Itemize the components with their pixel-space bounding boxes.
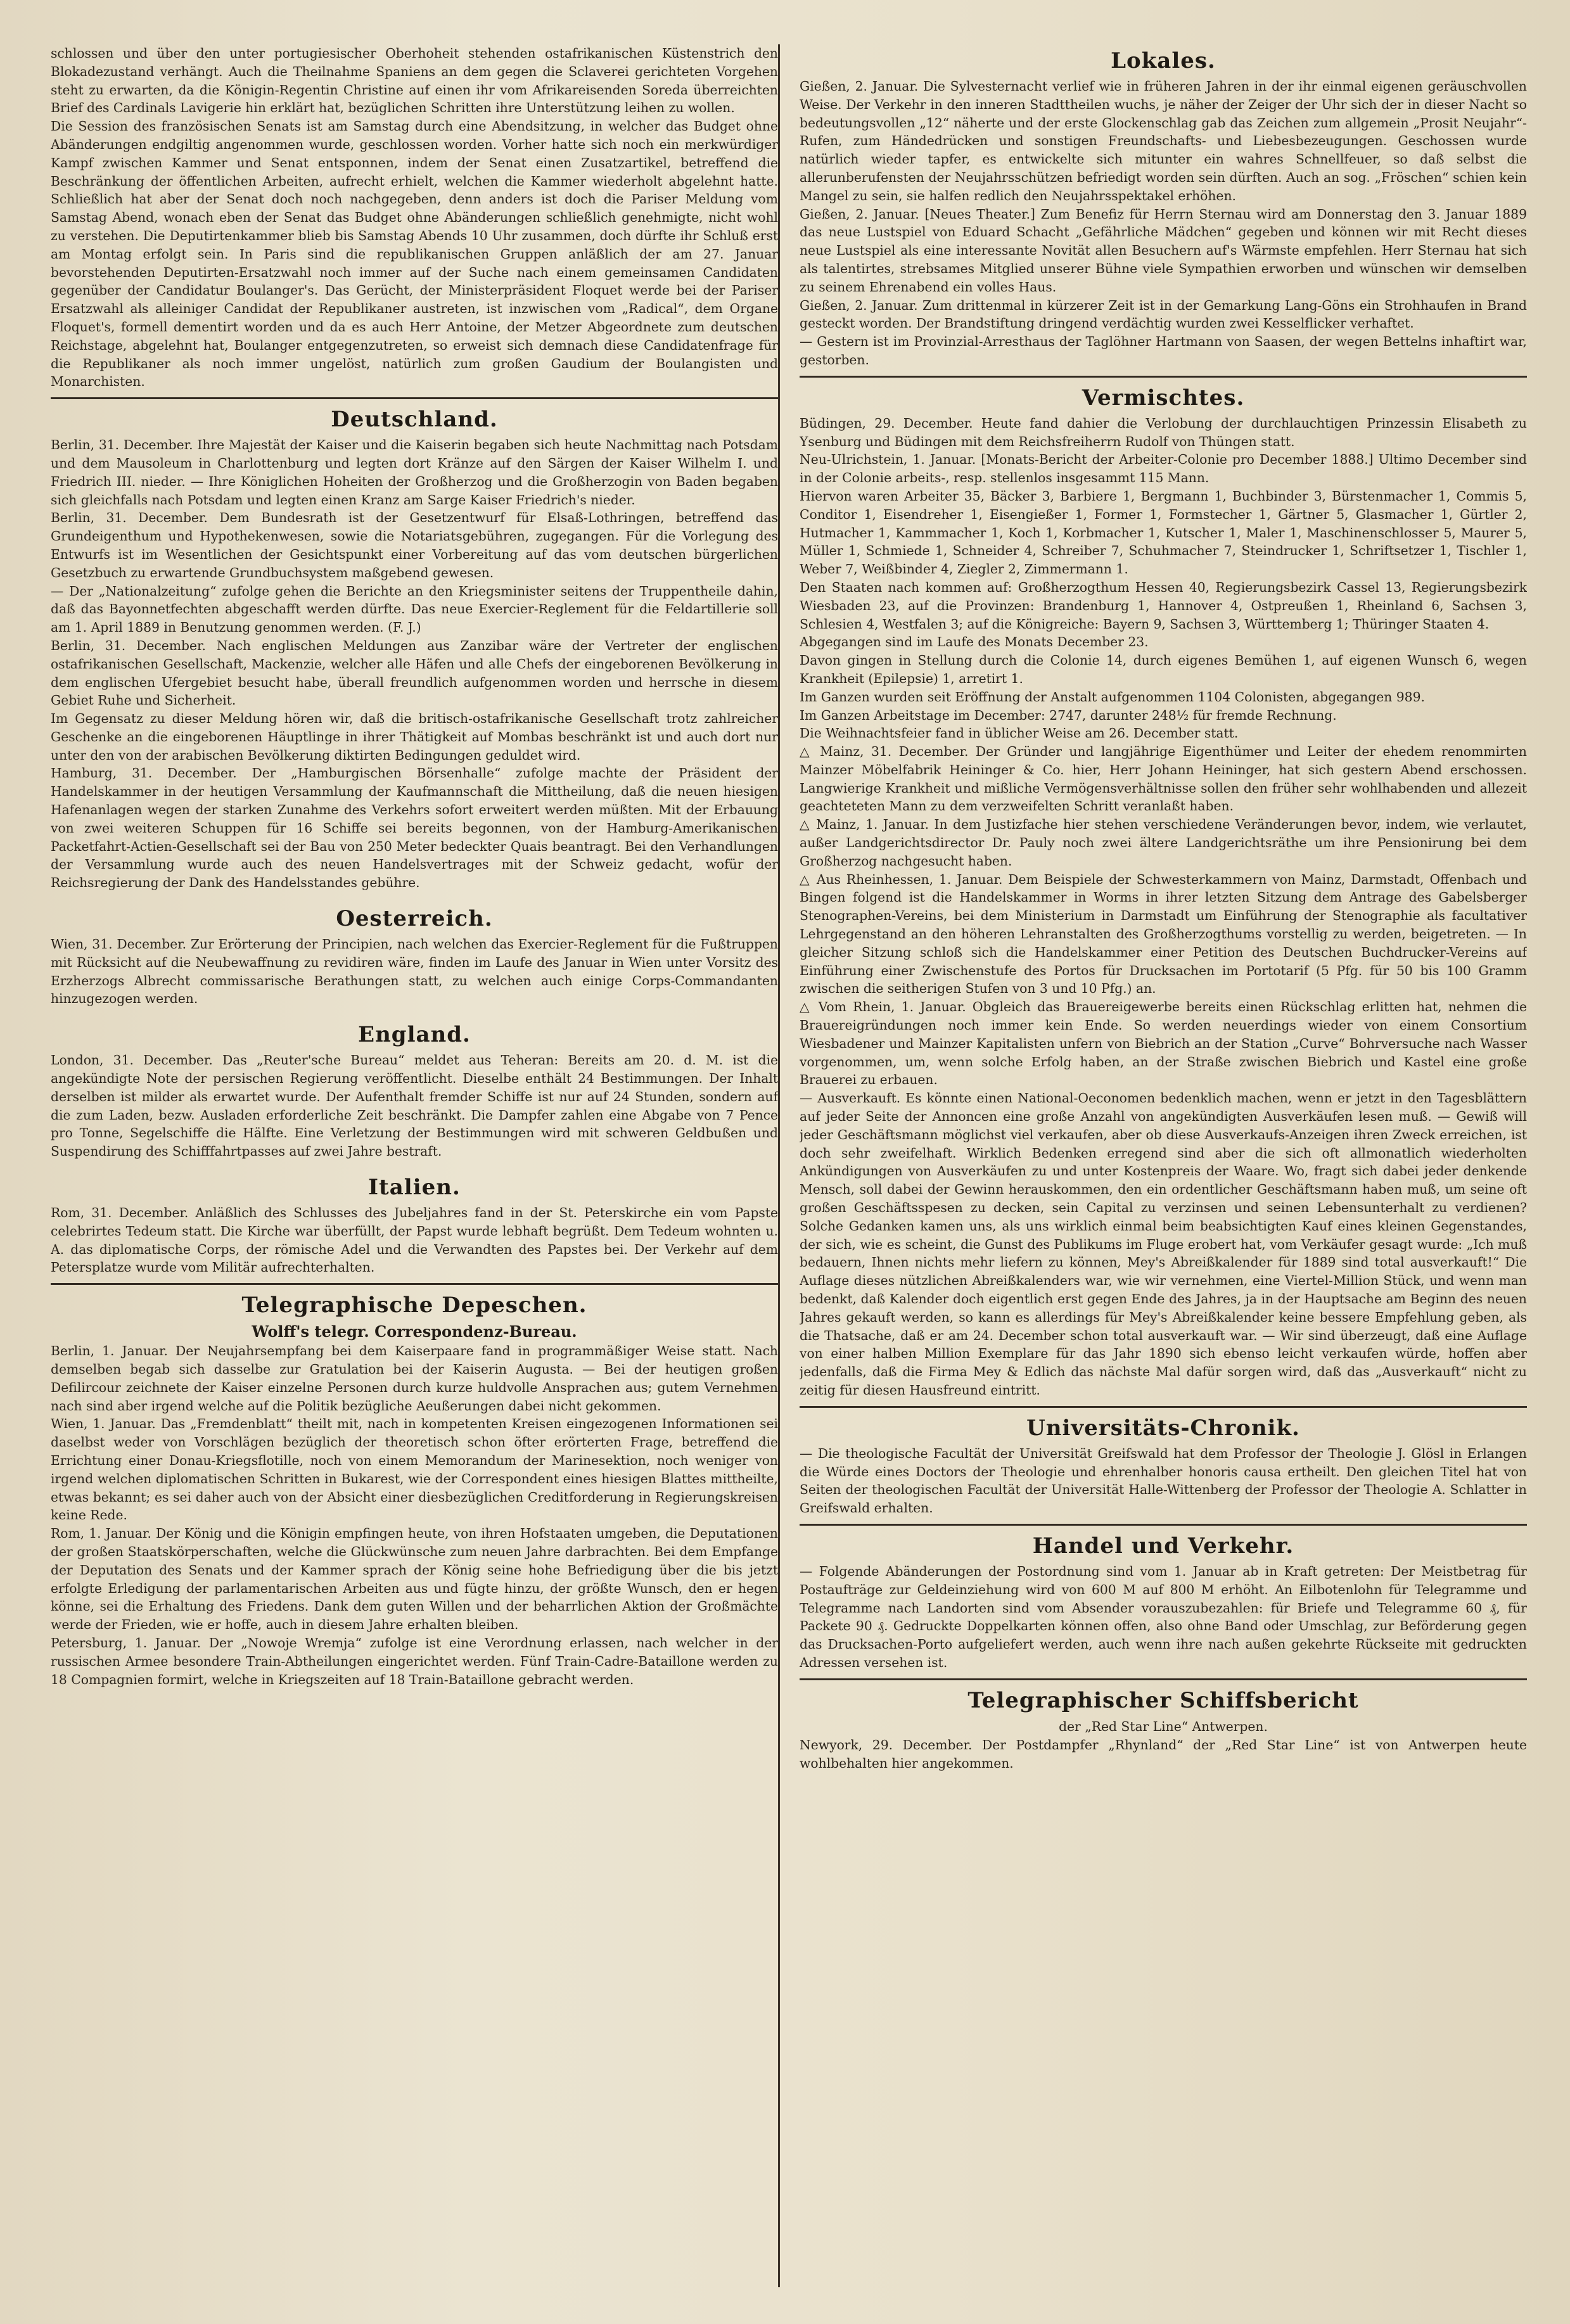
section-heading: Lokales.	[1111, 48, 1216, 73]
section-vermischtes	[800, 376, 1527, 1400]
article-paragraph: Berlin, 31. December. Dem Bundesrath ist der Gesetzentwurf für Elsaß-Lothringen, betreffend das Grundeigenthum und Hypothekenwesen, sowie die Notariatsgebühren, zugegangen. Für die Vorlegung des Entwurfs ist im Wesentlichen der Gesichtspunkt einer Vorbereitung auf das vom deutschen bürgerlichen Gesetzbuch zu erwartende Grundbuchsystem maßgebend gewesen.	[51, 510, 778, 580]
article-paragraph: Abgegangen sind im Laufe des Monats December 23.	[800, 634, 1149, 650]
article-paragraph: Hamburg, 31. December. Der „Hamburgischen Börsenhalle“ zufolge machte der Präsident der Handelskammer in der heutigen Versammlung der Kaufmannschaft die Mittheilung, daß die neuen hiesigen Hafenanlagen wegen der starken Zunahme des Verkehrs sofort erweitert werden müßten. Mit der Erbauung von zwei weiteren Schuppen für 16 Schiffe sei bereits begonnen, von der Hamburg-Amerikanischen Packetfahrt-Actien-Gesellschaft sei der Bau von 250 Meter bedeckter Quais beantragt. Bei den Verhandlungen der Versammlung wurde auch des neuen Handelsvertrages mit der Schweiz gedacht, wofür der Reichsregierung der Dank des Handelsstandes gebühre.	[51, 765, 778, 891]
article-paragraph: — Ausverkauft. Es könnte einen National-Oeconomen bedenklich machen, wenn er jetzt in den Tagesblättern auf jeder Seite der Annoncen eine große Anzahl von angekündigten Ausverkäufen lesen muß. — Gewiß will jeder Geschäftsmann möglichst viel verkaufen, aber ob diese Ausverkaufs-Anzeigen ihren Zweck erreichen, ist doch sehr zweifelhaft. Wirklich Bedenken erregend sind aber die sich oft allmonatlich wiederholten Ankündigungen von Ausverkäufen zu und unter Kostenpreis der Waare. Wo, fragt sich dabei jeder denkende Mensch, soll dabei der Gewinn herauskommen, den ein ordentlicher Geschäftsmann haben muß, um seine oft großen Geschäftsspesen zu decken, sein Capital zu verzinsen und seinen Lebensunterhalt zu verdienen? Solche Gedanken kamen uns, als uns wirklich einmal beim beabsichtigten Kauf eines kleinen Gegenstandes, der sich, wie es scheint, die Gunst des Publikums im Fluge erobert hat, vom Verkäufer gesagt wurde: „Ich muß bedauern, Ihnen nichts mehr liefern zu können, Mey's Abreißkalender für 1889 sind total ausverkauft!“ Die Auflage dieses nützlichen Abreißkalenders war, wie wir vernehmen, eine Viertel-Million Stück, und wenn man bedenkt, daß Kalender doch eigentlich erst gegen Ende des Jahres, ja in der Hauptsache am Beginn des neuen Jahres gekauft werden, so kann es allerdings für Mey's Abreißkalender keine bessere Empfehlung geben, als die Thatsache, daß er am 24. December schon total ausverkauft war. — Wir sind überzeugt, daß eine Auflage von einer halben Million Exemplare für das Jahr 1890 sich ebenso leicht verkaufen würde, hoffen aber jedenfalls, daß die Firma Mey & Edlich das nächste Mal dafür sorgen wird, daß das „Ausverkauft“ nicht zu zeitig für diesen Hausfreund eintritt.	[800, 1090, 1527, 1398]
article-paragraph: — Folgende Abänderungen der Postordnung sind vom 1. Januar ab in Kraft getreten: Der Meistbetrag für Postaufträge zur Geldeinziehung wird von 600 M auf 800 M erhöht. An Eilbotenlohn für Telegramme und Telegramme nach Landorten sind vom Absender vorauszubezahlen: für Briefe und Telegramme 60 ₰, für Packete 90 ₰. Gedruckte Doppelkarten können offen, also ohne Band oder Umschlag, zur Beförderung gegen das Drucksachen-Porto aufgeliefert werden, auch wenn ihre nach außen gekehrte Rückseite mit gedruckten Adressen versehen ist.	[800, 1563, 1527, 1670]
article-paragraph: Büdingen, 29. December. Heute fand dahier die Verlobung der durchlauchtigen Prinzessin Elisabeth zu Ysenburg und Büdingen mit dem Reichsfreiherrn Rudolf von Thüngen statt.	[800, 415, 1527, 449]
section-universitaets-chronik	[800, 1406, 1527, 1517]
article-paragraph: Petersburg, 1. Januar. Der „Nowoje Wremja“ zufolge ist eine Verordnung erlassen, nach welcher in der russischen Armee besondere Train-Abtheilungen eingerichtet werden. Fünf Train-Cadre-Bataillone werden zu 18 Compagnien formirt, welche in Kriegszeiten auf 18 Train-Bataillone gebracht werden.	[51, 1635, 778, 1687]
section-heading: Vermischtes.	[1082, 385, 1245, 411]
section-heading: Universitäts-Chronik.	[1026, 1415, 1300, 1441]
article-paragraph: Newyork, 29. December. Der Postdampfer „Rhynland“ der „Red Star Line“ ist von Antwerpen heute wohlbehalten hier angekommen.	[800, 1737, 1527, 1771]
section-subheading: der „Red Star Line“ Antwerpen.	[1059, 1718, 1268, 1734]
intro-paragraph: schlossen und über den unter portugiesischer Oberhoheit stehenden ostafrikanischen Küstenstrich den Blokadezustand verhängt. Auch die Theilnahme Spaniens an dem gegen die Sclaverei gerichteten Vorgehen steht zu erwarten, da die Königin-Regentin Christine auf einen ihr vom Afrikareisenden Soreda überreichten Brief des Cardinals Lavigerie hin erklärt hat, bezüglichen Schritten ihre Unterstützung leihen zu wollen.	[51, 46, 778, 116]
section-intro	[51, 44, 778, 391]
left-column	[51, 44, 778, 2300]
section-telegraphische-depeschen	[51, 1283, 778, 1689]
section-schiffsbericht	[800, 1678, 1527, 1773]
article-paragraph: Im Ganzen wurden seit Eröffnung der Anstalt aufgenommen 1104 Colonisten, abgegangen 989.	[800, 689, 1425, 705]
section-oesterreich	[51, 898, 778, 1008]
article-paragraph: △ Vom Rhein, 1. Januar. Obgleich das Brauereigewerbe bereits einen Rückschlag erlitten hat, nehmen die Brauereigründungen noch immer kein Ende. So werden neuerdings wieder von einem Consortium Wiesbadener und Mainzer Kapitalisten unfern von Biebrich an der Station „Curve“ Bohrversuche nach Wasser vorgenommen, um, wenn solche Erfolg haben, an der Straße zwischen Biebrich und Kastel eine große Brauerei zu erbauen.	[800, 999, 1527, 1088]
section-heading: England.	[358, 1022, 471, 1048]
article-paragraph: Davon gingen in Stellung durch die Colonie 14, durch eigenes Bemühen 1, auf eigenen Wunsch 6, wegen Krankheit (Epilepsie) 1, arretirt 1.	[800, 653, 1527, 686]
section-heading: Handel und Verkehr.	[1032, 1533, 1294, 1559]
article-paragraph: Wien, 31. December. Zur Erörterung der Principien, nach welchen das Exercier-Reglement für die Fußtruppen mit Rücksicht auf die Neubewaffnung zu revidiren wäre, finden im Laufe des Januar in Wien unter Vorsitz des Erzherzogs Albrecht commissarische Berathungen statt, zu welchen auch einige Corps-Commandanten hinzugezogen werden.	[51, 936, 778, 1007]
article-paragraph: Wien, 1. Januar. Das „Fremdenblatt“ theilt mit, nach in kompetenten Kreisen eingezogenen Informationen sei daselbst weder von Vorschlägen bezüglich der theoretisch schon öfter erörterten Frage, betreffend die Errichtung einer Donau-Kriegsflotille, noch von einem Memorandum der Marinesektion, noch weniger von irgend welchen diplomatischen Schritten in Bukarest, wie der Correspondent eines hiesigen Blattes mittheilte, etwas bekannt; es sei daher auch von der Absicht einer diesbezüglichen Creditforderung in Regierungskreisen keine Rede.	[51, 1416, 778, 1523]
section-heading: Italien.	[368, 1175, 461, 1201]
article-paragraph: Rom, 1. Januar. Der König und die Königin empfingen heute, von ihren Hofstaaten umgeben, die Deputationen der großen Staatskörperschaften, welche die Glückwünsche zum neuen Jahre darbrachten. Bei dem Empfange der Deputation des Senats und der Kammer sprach der König seine hohe Befriedigung über die bis jetzt erfolgte Erledigung der parlamentarischen Arbeiten aus und fügte hinzu, der größte Wunsch, den er hegen könne, sei die Erhaltung des Friedens. Dank dem guten Willen und der beharrlichen Aktion der Großmächte werde der Frieden, wie er hoffe, auch in diesem Jahre erhalten bleiben.	[51, 1526, 778, 1633]
article-paragraph: Gießen, 2. Januar. [Neues Theater.] Zum Benefiz für Herrn Sternau wird am Donnerstag den 3. Januar 1889 das neue Lustspiel von Eduard Schacht „Gefährliche Mädchen“ gegeben und können wir mit Recht dieses neue Lustspiel als eine interessante Novität allen Besuchern auf's Wärmste empfehlen. Herr Sternau hat sich als talentirtes, strebsames Mitglied unserer Bühne viele Sympathien erworben und wünschen wir demselben zu seinem Ehrenabend ein volles Haus.	[800, 206, 1527, 295]
article-paragraph: Hiervon waren Arbeiter 35, Bäcker 3, Barbiere 1, Bergmann 1, Buchbinder 3, Bürstenmacher 1, Commis 5, Conditor 1, Eisendreher 1, Eisengießer 1, Former 1, Formstecher 1, Gärtner 5, Glasmacher 1, Gürtler 2, Hutmacher 1, Kammmacher 1, Koch 1, Korbmacher 1, Kutscher 1, Maler 1, Maschinenschlosser 5, Maurer 5, Müller 1, Schmiede 1, Schneider 4, Schreiber 7, Schuhmacher 7, Steindrucker 1, Schriftsetzer 1, Tischler 1, Weber 7, Weißbinder 4, Ziegler 2, Zimmermann 1.	[800, 488, 1527, 577]
article-paragraph: Den Staaten nach kommen auf: Großherzogthum Hessen 40, Regierungsbezirk Cassel 13, Regierungsbezirk Wiesbaden 23, auf die Provinzen: Brandenburg 1, Hannover 4, Ostpreußen 1, Rheinland 6, Sachsen 3, Schlesien 4, Westfalen 3; auf die Königreiche: Bayern 9, Sachsen 3, Württemberg 1; Thüringer Staaten 4.	[800, 579, 1527, 632]
section-heading: Telegraphische Depeschen.	[241, 1293, 587, 1318]
article-paragraph: Im Gegensatz zu dieser Meldung hören wir, daß die britisch-ostafrikanische Gesellschaft trotz zahlreicher Geschenke an die eingeborenen Häuptlinge in ihrer Thätigkeit auf Mombas beschränkt ist und auch dort nur unter den von der arabischen Bevölkerung diktirten Bedingungen geduldet wird.	[51, 711, 778, 763]
article-paragraph: — Die theologische Facultät der Universität Greifswald hat dem Professor der Theologie J. Glösl in Erlangen die Würde eines Doctors der Theologie und ehrenhalber honoris causa ertheilt. Den gleichen Titel hat von Seiten der theologischen Facultät der Universität Halle-Wittenberg der Professor der Theologie A. Schlatter in Greifswald erhalten.	[800, 1445, 1527, 1516]
article-paragraph: △ Mainz, 31. December. Der Gründer und langjährige Eigenthümer und Leiter der ehedem renommirten Mainzer Möbelfabrik Heininger & Co. hier, Herr Johann Heininger, hat sich gestern Abend erschossen. Langwierige Krankheit und mißliche Vermögensverhältnisse sollen den früher sehr wohlhabenden und allezeit geachteteten Mann zu dem verzweifelten Schritt veranlaßt haben.	[800, 744, 1527, 814]
article-paragraph: — Gestern ist im Provinzial-Arresthaus der Taglöhner Hartmann von Saasen, der wegen Bettelns inhaftirt war, gestorben.	[800, 334, 1527, 367]
intro-paragraph: Die Session des französischen Senats ist am Samstag durch eine Abendsitzung, in welcher das Budget ohne Abänderungen endgiltig angenommen wurde, geschlossen worden. Vorher hatte sich noch ein merkwürdiger Kampf zwischen Kammer und Senat entsponnen, indem der Senat einen Zusatzartikel, betreffend die Beschränkung der öffentlichen Arbeiten, aufrecht erhielt, welchen die Kammer wiederholt abgelehnt hatte. Schließlich hat aber der Senat doch noch nachgegeben, denn anders ist doch die Pariser Meldung vom Samstag Abend, wonach eben der Senat das Budget ohne Abänderungen schließlich genehmigte, nicht wohl zu verstehen. Die Deputirtenkammer blieb bis Samstag Abends 10 Uhr zusammen, doch dürfte ihr Schluß erst am Montag erfolgt sein. In Paris sind die republikanischen Gruppen anläßlich der am 27. Januar bevorstehenden Deputirten-Ersatzwahl noch immer auf der Suche nach einem gemeinsamen Candidaten gegenüber der Candidatur Boulanger's. Das Gerücht, der Ministerpräsident Floquet werde bei der Pariser Ersatzwahl als alleiniger Candidat der Republikaner austreten, ist inzwischen vom „Radical“, dem Organe Floquet's, formell dementirt worden und da es auch Herr Antoine, der Metzer Abgeordnete zum deutschen Reichstage, abgelehnt hat, Boulanger entgegenzutreten, so erweist sich demnach diese Candidatenfrage für die Republikaner als noch immer ungelöst, natürlich zum großen Gaudium der Boulangisten und Monarchisten.	[51, 118, 778, 390]
section-deutschland	[51, 397, 778, 892]
section-england	[51, 1014, 778, 1161]
article-paragraph: Neu-Ulrichstein, 1. Januar. [Monats-Bericht der Arbeiter-Colonie pro December 1888.] Ultimo December sind in der Colonie arbeits-, resp. stellenlos insgesammt 115 Mann.	[800, 452, 1527, 486]
article-paragraph: Berlin, 31. December. Ihre Majestät der Kaiser und die Kaiserin begaben sich heute Nachmittag nach Potsdam und dem Mausoleum in Charlottenburg und legten dort Kränze auf den Särgen der Kaiser Wilhelm I. und Friedrich III. nieder. — Ihre Königlichen Hoheiten der Großherzog und die Großherzogin von Baden begaben sich gleichfalls nach Potsdam und legten einen Kranz am Sarge Kaiser Friedrich's nieder.	[51, 437, 778, 508]
article-paragraph: Gießen, 2. Januar. Zum drittenmal in kürzerer Zeit ist in der Gemarkung Lang-Göns ein Strohhaufen in Brand gesteckt worden. Der Brandstiftung dringend verdächtig wurden zwei Kesselflicker verhaftet.	[800, 297, 1527, 331]
article-paragraph: Gießen, 2. Januar. Die Sylvesternacht verlief wie in früheren Jahren in der ihr einmal eigenen geräuschvollen Weise. Der Verkehr in den inneren Stadttheilen wuchs, je näher der Zeiger der Uhr sich der in dieser Nacht so bedeutungsvollen „12“ näherte und der erste Glockenschlag gab das Zeichen zum allgemein „Prosit Neujahr“-Rufen, zum Händedrücken und sonstigen Freundschafts- und Liebesbezeugungen. Geschossen wurde natürlich wieder tapfer, es entwickelte sich mitunter ein wahres Schnellfeuer, so daß selbst die allerunberufensten der Neujahrsschützen befriedigt worden sein dürften. Auch an sog. „Fröschen“ schien kein Mangel zu sein, sie halfen redlich den Neujahrsspektakel erhöhen.	[800, 79, 1527, 203]
article-paragraph: △ Aus Rheinhessen, 1. Januar. Dem Beispiele der Schwesterkammern von Mainz, Darmstadt, Offenbach und Bingen folgend ist die Handelskammer in Worms in ihrer letzten Sitzung dem Antrage des Gabelsberger Stenographen-Vereins, bei dem Ministerium in Darmstadt um Einführung der Stenographie als facultativer Lehrgegenstand an den höheren Lehranstalten des Großherzogthums vorstellig zu werden, beigetreten. — In gleicher Sitzung schloß sich die Handelskammer einer Petition des Deutschen Buchdrucker-Vereins auf Einführung einer Zwischenstufe des Portos für Drucksachen im Portotarif (5 Pfg. für 50 bis 100 Gramm zwischen die seitherigen Stufen von 3 und 10 Pfg.) an.	[800, 871, 1527, 997]
column-divider	[778, 44, 780, 2287]
section-handel-und-verkehr	[800, 1524, 1527, 1672]
right-column	[800, 44, 1527, 2300]
article-paragraph: Die Weihnachtsfeier fand in üblicher Weise am 26. December statt.	[800, 725, 1239, 741]
article-paragraph: Im Ganzen Arbeitstage im December: 2747, darunter 248½ für fremde Rechnung.	[800, 707, 1337, 723]
article-paragraph: Berlin, 31. December. Nach englischen Meldungen aus Zanzibar wäre der Vertreter der englischen ostafrikanischen Gesellschaft, Mackenzie, welcher alle Häfen und alle Chefs der eingeborenen Bevölkerung in dem englischen Ufergebiet besucht habe, überall freundlich aufgenommen worden und herrsche in diesem Gebiet Ruhe und Sicherheit.	[51, 637, 778, 708]
article-paragraph: Berlin, 1. Januar. Der Neujahrsempfang bei dem Kaiserpaare fand in programmäßiger Weise statt. Nach demselben begab sich dasselbe zur Gratulation bei der Kaiserin Augusta. — Bei der heutigen großen Defilircour zeichnete der Kaiser einzelne Personen durch kurze huldvolle Ansprachen aus; gutem Vernehmen nach sind aber irgend welche auf die Politik bezügliche Aeußerungen dabei nicht gekommen.	[51, 1343, 778, 1414]
section-italien	[51, 1167, 778, 1277]
section-heading: Oesterreich.	[336, 906, 493, 932]
article-paragraph: Rom, 31. December. Anläßlich des Schlusses des Jubeljahres fand in der St. Peterskirche ein vom Papste celebrirtes Tedeum statt. Die Kirche war überfüllt, der Papst wurde lebhaft begrüßt. Dem Tedeum wohnten u. A. das diplomatische Corps, der römische Adel und die Verwandten des Papstes bei. Der Verkehr auf dem Petersplatze wurde vom Militär aufrechterhalten.	[51, 1205, 778, 1275]
article-paragraph: — Der „Nationalzeitung“ zufolge gehen die Berichte an den Kriegsminister seitens der Truppentheile dahin, daß das Bayonnetfechten abgeschafft werden dürfte. Das neue Exercier-Reglement für die Feldartillerie soll am 1. April 1889 in Benutzung genommen werden. (F. J.)	[51, 583, 778, 635]
section-heading: Telegraphischer Schiffsbericht	[967, 1687, 1359, 1713]
article-paragraph: London, 31. December. Das „Reuter'sche Bureau“ meldet aus Teheran: Bereits am 20. d. M. ist die angekündigte Note der persischen Regierung veröffentlicht. Dieselbe enthält 24 Bestimmungen. Der Inhalt derselben ist milder als erwartet wurde. Der Aufenthalt fremder Schiffe ist nur auf 24 Stunden, sondern auf die zum Laden, bezw. Ausladen erforderliche Zeit beschränkt. Die Dampfer zahlen eine Abgabe von 7 Pence pro Tonne, Segelschiffe die Hälfte. Eine Verletzung der Bestimmungen wird mit schweren Geldbußen und Suspendirung des Schifffahrtpasses auf zwei Jahre bestraft.	[51, 1052, 778, 1159]
article-paragraph: △ Mainz, 1. Januar. In dem Justizfache hier stehen verschiedene Veränderungen bevor, indem, wie verlautet, außer Landgerichtsdirector Dr. Pauly noch zwei ältere Landgerichtsräthe um ihre Pensionirung bei dem Großherzog nachgesucht haben.	[800, 817, 1527, 869]
section-subheading: Wolff's telegr. Correspondenz-Bureau.	[252, 1322, 577, 1341]
section-heading: Deutschland.	[331, 407, 498, 433]
section-lokales	[800, 44, 1527, 369]
